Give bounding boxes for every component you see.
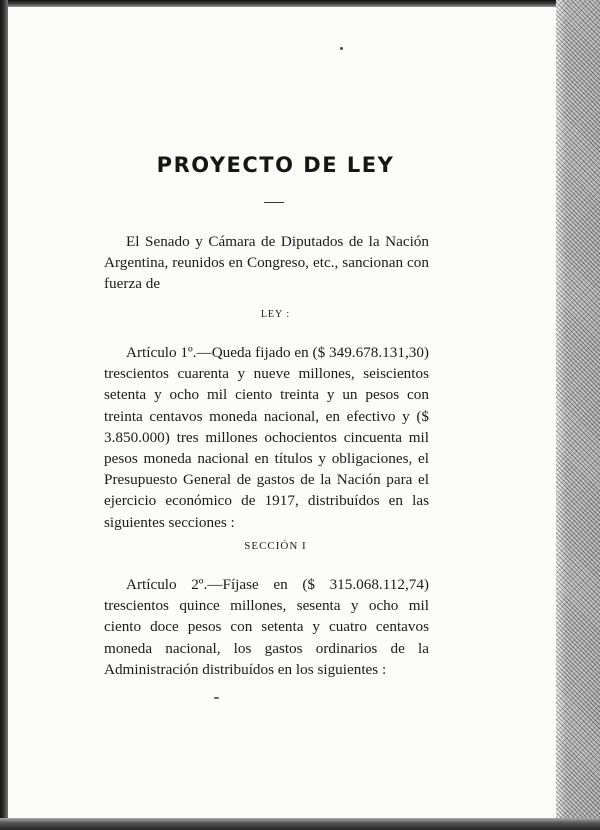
- title-divider: [264, 202, 284, 203]
- article-2-paragraph: Artículo 2º.—Fíjase en ($ 315.068.112,74) trescientos quince millones, sesenta y ocho mil ciento doce pesos con setenta y cuatro centavos moneda nacional, los gastos ordinarios de la Administración distribuídos en los siguientes :: [104, 576, 429, 678]
- intro-paragraph: El Senado y Cámara de Diputados de la Nación Argentina, reunidos en Congreso, etc., sancionan con fuerza de: [104, 233, 429, 293]
- article-1-paragraph: Artículo 1º.—Queda fijado en ($ 349.678.131,30) trescientos cuarenta y nueve millones, seiscientos setenta y ocho mil ciento treinta y un pesos con treinta centavos moneda nacional, en efectivo y ($ 3.850.000) tres millones ochocientos cincuenta mil pesos moneda nacional en títulos y obligaciones, el Presupuesto General de gastos de la Nación para el ejercicio económico de 1917, distribuídos en las siguientes secciones :: [104, 344, 429, 531]
- ink-mark: [214, 697, 219, 699]
- scan-border-left: [0, 0, 8, 830]
- scan-border-bottom: [0, 818, 600, 830]
- document-page: [8, 7, 556, 818]
- scan-border-right: [556, 0, 600, 830]
- ink-speck: [340, 47, 343, 50]
- document-title: PROYECTO DE LEY: [156, 153, 395, 177]
- scan-border-top: [0, 0, 600, 7]
- section-heading: SECCIÓN I: [244, 540, 307, 552]
- law-heading: LEY :: [260, 309, 291, 320]
